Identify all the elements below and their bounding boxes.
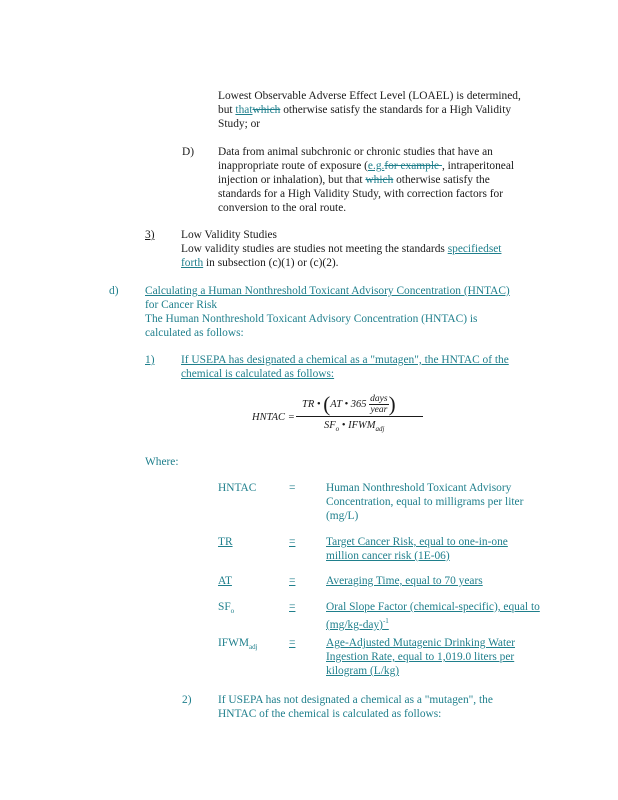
item-2-label: 2) <box>182 694 192 706</box>
inserted-text: specified <box>447 243 489 255</box>
item-3-title: Low Validity Studies <box>181 229 277 241</box>
section-d-label: d) <box>109 285 119 297</box>
inserted-text: that <box>235 104 253 116</box>
loael-line-2: but thatwhich otherwise satisfy the standards for a High Validity <box>218 104 512 116</box>
item-3-label: 3) <box>145 229 155 241</box>
days-per-year-fraction: $\frac{\text{days}}{\text{year}}$ <box>370 394 388 415</box>
section-d-heading: Calculating a Human Nonthreshold Toxicant Advisory Concentration (HNTAC) <box>145 285 510 297</box>
item-2-text: If USEPA has not designated a chemical as a "mutagen", the HNTAC of the chemical is calculated as follows: <box>218 694 493 720</box>
deleted-text: which <box>252 104 281 116</box>
deleted-text: which <box>365 174 394 186</box>
inserted-text: e.g. <box>367 160 385 172</box>
hntac-formula <box>252 392 427 442</box>
loael-line-1: Lowest Observable Adverse Effect Level (LOAEL) is determined, <box>218 90 521 102</box>
loael-line-3: Study; or <box>218 118 261 130</box>
deleted-text: for example <box>384 160 442 172</box>
inserted-text: forth <box>181 257 204 269</box>
formula-numerator: TR • (AT • 365 $\frac{\text{days}}{\text{year}}$ ) <box>302 391 396 416</box>
item-d-label: D) <box>182 146 195 158</box>
loael-paragraph <box>218 89 538 131</box>
where-label: Where: <box>145 456 179 468</box>
fraction-bar <box>296 416 423 417</box>
formula-lhs: HNTAC = <box>252 412 295 423</box>
section-d-text: Calculating a Human Nonthreshold Toxicant Advisory Concentration (HNTAC) for Cancer Risk The Human Nonthreshold Toxicant Advisory Concentration (HNTAC) is calculated as follows: <box>145 284 545 340</box>
item-1-label: 1) <box>145 354 155 366</box>
inserted-text: set <box>488 243 502 255</box>
item-3-text: Low Validity Studies Low validity studies are studies not meeting the standards specifiedset forth in subsection (c)(1) or (c)(2). <box>181 228 541 270</box>
item-d-text: Data from animal subchronic or chronic studies that have an inappropriate route of exposure (e.g.for example , intraperitoneal injection or inhalation), but that which otherwise satisfy the standards for a High Validity Study, with correction factors for conversion to the oral route. <box>218 146 515 214</box>
formula-denominator: $SF_o$ • $IFWM_{adj}$ <box>324 420 385 433</box>
item-1-text: If USEPA has designated a chemical as a "mutagen", the HNTAC of the chemical is calculated as follows: <box>181 354 509 380</box>
